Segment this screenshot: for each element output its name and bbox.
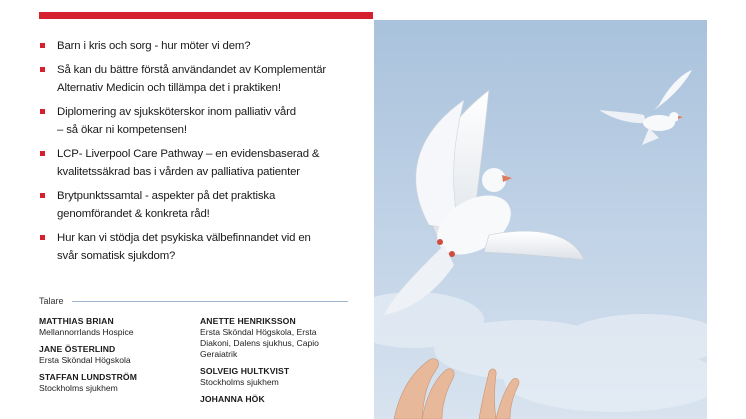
bullet-square-icon	[40, 235, 45, 240]
topic-line: Brytpunktssamtal - aspekter på det praktiska	[57, 190, 276, 202]
speaker-entry	[39, 372, 199, 394]
speaker-name: STAFFAN LUNDSTRÖM	[39, 372, 137, 382]
doves-illustration	[374, 20, 707, 419]
speaker-entry	[200, 394, 360, 405]
speaker-entry	[39, 316, 199, 338]
speaker-entry	[200, 316, 360, 360]
header-accent-bar	[39, 12, 373, 19]
speaker-affiliation: Mellannorrlands Hospice	[39, 327, 134, 337]
speaker-entry	[200, 366, 360, 388]
speakers-column-left	[39, 316, 199, 400]
speaker-name: JANE ÖSTERLIND	[39, 344, 116, 354]
topic-line: kvalitetssäkrad bas i vården av palliativa patienter	[57, 166, 300, 178]
topic-line: svår somatisk sjukdom?	[57, 250, 176, 262]
speaker-name: JOHANNA HÖK	[200, 394, 265, 404]
speakers-heading: Talare	[39, 296, 64, 306]
topic-line: – så ökar ni kompetensen!	[57, 124, 187, 136]
topic-line: Alternativ Medicin och tillämpa det i praktiken!	[57, 82, 281, 94]
speaker-affiliation: Ersta Sköndal Högskola, Ersta	[200, 327, 317, 337]
doves-photo	[374, 20, 707, 419]
topic-item	[39, 145, 359, 181]
speaker-name: SOLVEIG HULTKVIST	[200, 366, 290, 376]
topic-line: Hur kan vi stödja det psykiska välbefinnandet vid en	[57, 232, 311, 244]
topic-line: Så kan du bättre förstå användandet av Komplementär	[57, 64, 327, 76]
speaker-affiliation: Ersta Sköndal Högskola	[39, 355, 131, 365]
topic-list	[39, 37, 359, 271]
topic-item	[39, 103, 359, 139]
speakers-divider	[72, 301, 348, 302]
topic-line: genomförandet & konkreta råd!	[57, 208, 210, 220]
bullet-square-icon	[40, 151, 45, 156]
topic-line: Barn i kris och sorg - hur möter vi dem?	[57, 40, 251, 52]
topic-item	[39, 187, 359, 223]
bullet-square-icon	[40, 43, 45, 48]
topic-line: Diplomering av sjuksköterskor inom palliativ vård	[57, 106, 296, 118]
bullet-square-icon	[40, 193, 45, 198]
speaker-name: ANETTE HENRIKSSON	[200, 316, 296, 326]
speaker-affiliation: Stockholms sjukhem	[200, 377, 279, 387]
speaker-affiliation: Diakoni, Dalens sjukhus, Capio	[200, 338, 319, 348]
topic-item	[39, 229, 359, 265]
speaker-entry	[39, 344, 199, 366]
speaker-affiliation: Stockholms sjukhem	[39, 383, 118, 393]
speakers-column-right	[200, 316, 360, 411]
bullet-square-icon	[40, 67, 45, 72]
bullet-square-icon	[40, 109, 45, 114]
topic-item	[39, 61, 359, 97]
speaker-name: MATTHIAS BRIAN	[39, 316, 114, 326]
topic-item	[39, 37, 359, 55]
speaker-affiliation: Geraiatrik	[200, 349, 238, 359]
topic-line: LCP- Liverpool Care Pathway – en evidensbaserad &	[57, 148, 320, 160]
